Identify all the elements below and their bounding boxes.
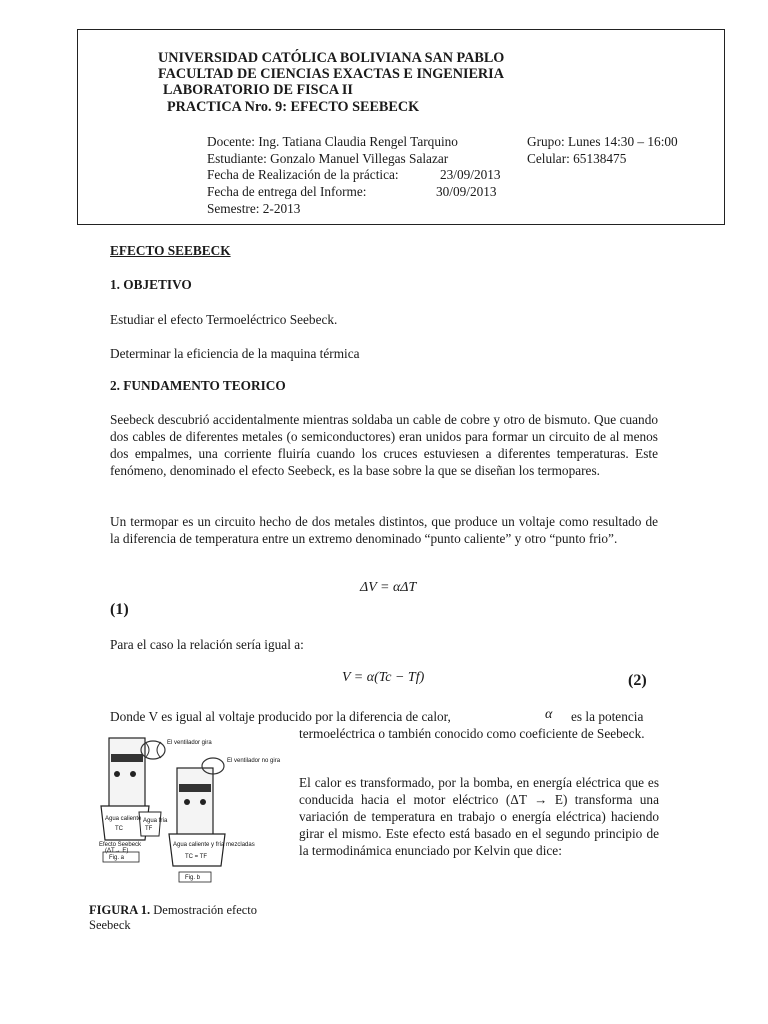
theory-paragraph-2: Un termopar es un circuito hecho de dos metales distintos, que produce un voltaje como resultado de la diferencia de temperatura entre un extremo denominado “punto caliente” y otro “punto frio”. <box>110 514 658 546</box>
donde-text-continued: termoeléctrica o también conocido como coeficiente de Seebeck. <box>299 726 645 741</box>
device-a-band <box>111 754 143 762</box>
device-a-terminal <box>114 771 120 777</box>
label-fig-b: Fig. b <box>185 875 201 881</box>
docente-line: Docente: Ing. Tatiana Claudia Rengel Tarquino <box>207 134 458 149</box>
alpha-symbol: α <box>545 707 553 722</box>
device-b-terminal-2 <box>200 799 206 805</box>
donde-text-end: es la potencia <box>571 709 644 724</box>
theory-paragraph-1: Seebeck descubrió accidentalmente mientras soldaba un cable de cobre y otro de bismuto. Que cuando dos cables de diferentes metales (o semiconductores) eran unidos para formar un circuito de al menos dos empalmes, una corriente fluiría cuando los cruces estuviesen a diferentes temperaturas. Este fenómeno, denominado el efecto Seebeck, es la base sobre la que se diseñan los termopares. <box>110 412 658 478</box>
label-effect: Efecto Seebeck <box>99 842 142 848</box>
fecha-entrega-label: Fecha de entrega del Informe: <box>207 184 367 199</box>
label-cold-water: Agua fría <box>143 818 168 824</box>
figure-caption-text: Demostración efecto Seebeck <box>89 903 258 932</box>
label-mixed-water: Agua caliente y fría mezcladas <box>173 842 255 848</box>
fecha-entrega-value: 30/09/2013 <box>436 184 497 199</box>
figure-label: FIGURA 1. <box>89 903 151 917</box>
semestre-line: Semestre: 2-2013 <box>207 201 301 216</box>
equation-2: V = α(Tc − Tf) <box>342 670 425 685</box>
practice-title: PRACTICA Nro. 9: EFECTO SEEBECK <box>167 99 420 115</box>
grupo-line: Grupo: Lunes 14:30 – 16:00 <box>527 134 678 149</box>
label-fan-spins: El ventilador gira <box>167 740 212 746</box>
device-b-band <box>179 784 211 792</box>
label-effect-sub: (ΔT→ E) <box>105 848 129 854</box>
university-name: UNIVERSIDAD CATÓLICA BOLIVIANA SAN PABLO <box>158 50 505 66</box>
label-fig-a: Fig. a <box>109 855 125 861</box>
label-tc-eq-tf: TC = TF <box>185 854 208 860</box>
figure-caption <box>89 903 259 933</box>
equation-2-number: (2) <box>628 672 647 689</box>
theory-heading: 2. FUNDAMENTO TEORICO <box>110 378 286 393</box>
fan-a-blades <box>145 742 161 758</box>
faculty-name: FACULTAD DE CIENCIAS EXACTAS E INGENIERIA <box>158 66 504 82</box>
lab-name: LABORATORIO DE FISCA II <box>163 82 353 98</box>
device-a-terminal-2 <box>130 771 136 777</box>
fecha-realizacion-label: Fecha de Realización de la práctica: <box>207 167 399 182</box>
donde-text-start: Donde V es igual al voltaje producido por la diferencia de calor, <box>110 709 451 724</box>
objective-item-2: Determinar la eficiencia de la maquina térmica <box>110 346 360 361</box>
seebeck-illustration <box>97 728 287 888</box>
label-hot-water: Agua caliente <box>105 816 142 822</box>
calor-paragraph: El calor es transformado, por la bomba, en energía eléctrica que es conducida hacia el motor eléctrico (ΔT → E) transforma una variación de temperatura en trabajo o energía eléctrica) haciendo girar el mismo. Este efecto está basado en el segundo principio de la termodinámica enunciado por Kelvin que dice: <box>299 775 659 858</box>
objective-heading: 1. OBJETIVO <box>110 277 192 292</box>
beaker-mixed <box>169 834 225 866</box>
estudiante-line: Estudiante: Gonzalo Manuel Villegas Salazar <box>207 151 449 166</box>
label-fan-not-spins: El ventilador no gira <box>227 758 281 764</box>
relation-text: Para el caso la relación sería igual a: <box>110 637 304 652</box>
fecha-realizacion-value: 23/09/2013 <box>440 167 501 182</box>
device-b-terminal <box>184 799 190 805</box>
objective-item-1: Estudiar el efecto Termoeléctrico Seebeck. <box>110 312 338 327</box>
equation-1-number: (1) <box>110 601 129 618</box>
device-b-frame <box>177 768 213 840</box>
beaker-cold <box>139 812 161 836</box>
equation-1: ΔV = αΔT <box>360 580 417 595</box>
seebeck-figure <box>97 728 287 888</box>
label-tc: TC <box>115 826 123 832</box>
label-tf: TF <box>145 826 153 832</box>
celular-line: Celular: 65138475 <box>527 151 627 166</box>
document-title: EFECTO SEEBECK <box>110 243 231 258</box>
